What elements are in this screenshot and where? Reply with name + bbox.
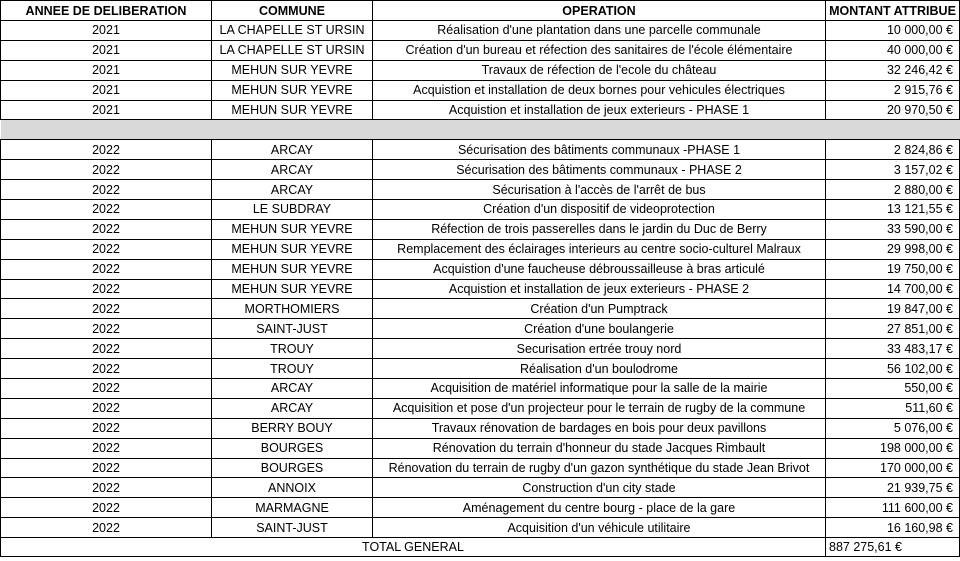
cell-commune: LE SUBDRAY <box>212 200 373 220</box>
cell-amount: 511,60 € <box>826 398 960 418</box>
cell-commune: ARCAY <box>212 379 373 399</box>
cell-commune: MARMAGNE <box>212 498 373 518</box>
table-row <box>1 438 960 458</box>
cell-year: 2022 <box>1 180 212 200</box>
table-row <box>1 140 960 160</box>
total-label: TOTAL GENERAL <box>1 538 826 557</box>
cell-amount: 56 102,00 € <box>826 359 960 379</box>
total-row <box>1 538 960 557</box>
cell-operation: Securisation ertrée trouy nord <box>373 339 826 359</box>
cell-commune: MEHUN SUR YEVRE <box>212 279 373 299</box>
cell-operation: Acquistion et installation de deux bornes pour vehicules électriques <box>373 80 826 100</box>
cell-year: 2022 <box>1 339 212 359</box>
cell-commune: ARCAY <box>212 398 373 418</box>
table-row <box>1 498 960 518</box>
table-row <box>1 40 960 60</box>
header-year: ANNEE DE DELIBERATION <box>1 1 212 21</box>
table-row <box>1 458 960 478</box>
cell-commune: BOURGES <box>212 458 373 478</box>
table-row <box>1 180 960 200</box>
cell-operation: Réalisation d'un boulodrome <box>373 359 826 379</box>
cell-commune: ARCAY <box>212 140 373 160</box>
separator <box>1 120 960 140</box>
table-row <box>1 279 960 299</box>
cell-amount: 5 076,00 € <box>826 418 960 438</box>
cell-commune: MEHUN SUR YEVRE <box>212 60 373 80</box>
cell-amount: 21 939,75 € <box>826 478 960 498</box>
total-amount: 887 275,61 € <box>826 538 960 557</box>
cell-commune: ARCAY <box>212 180 373 200</box>
table-row <box>1 60 960 80</box>
cell-year: 2022 <box>1 379 212 399</box>
cell-year: 2021 <box>1 60 212 80</box>
table-row <box>1 478 960 498</box>
separator-cell <box>826 120 960 140</box>
cell-commune: SAINT-JUST <box>212 319 373 339</box>
cell-operation: Création d'une boulangerie <box>373 319 826 339</box>
cell-commune: LA CHAPELLE ST URSIN <box>212 40 373 60</box>
rows-2021 <box>1 21 960 120</box>
cell-year: 2022 <box>1 319 212 339</box>
cell-operation: Acquistion d'une faucheuse débroussailleuse à bras articulé <box>373 259 826 279</box>
header-commune: COMMUNE <box>212 1 373 21</box>
table-row <box>1 299 960 319</box>
cell-amount: 33 590,00 € <box>826 219 960 239</box>
table-row <box>1 80 960 100</box>
table-row <box>1 200 960 220</box>
cell-year: 2022 <box>1 518 212 538</box>
table-row <box>1 259 960 279</box>
table-row <box>1 319 960 339</box>
cell-commune: ARCAY <box>212 160 373 180</box>
cell-amount: 2 880,00 € <box>826 180 960 200</box>
table-row <box>1 359 960 379</box>
cell-amount: 198 000,00 € <box>826 438 960 458</box>
cell-amount: 27 851,00 € <box>826 319 960 339</box>
cell-operation: Acquisition et pose d'un projecteur pour le terrain de rugby de la commune <box>373 398 826 418</box>
cell-operation: Rénovation du terrain d'honneur du stade Jacques Rimbault <box>373 438 826 458</box>
cell-operation: Travaux rénovation de bardages en bois pour deux pavillons <box>373 418 826 438</box>
cell-operation: Travaux de réfection de l'ecole du château <box>373 60 826 80</box>
cell-year: 2022 <box>1 438 212 458</box>
cell-amount: 29 998,00 € <box>826 239 960 259</box>
cell-year: 2022 <box>1 458 212 478</box>
cell-amount: 13 121,55 € <box>826 200 960 220</box>
cell-year: 2022 <box>1 478 212 498</box>
cell-year: 2022 <box>1 299 212 319</box>
table-row <box>1 518 960 538</box>
cell-amount: 10 000,00 € <box>826 21 960 41</box>
cell-commune: MEHUN SUR YEVRE <box>212 100 373 120</box>
cell-amount: 170 000,00 € <box>826 458 960 478</box>
cell-commune: MORTHOMIERS <box>212 299 373 319</box>
cell-year: 2021 <box>1 21 212 41</box>
cell-year: 2022 <box>1 279 212 299</box>
cell-amount: 2 915,76 € <box>826 80 960 100</box>
table-row <box>1 339 960 359</box>
cell-amount: 14 700,00 € <box>826 279 960 299</box>
cell-commune: TROUY <box>212 359 373 379</box>
header-row <box>1 1 960 21</box>
cell-year: 2021 <box>1 100 212 120</box>
table-row <box>1 219 960 239</box>
header-operation: OPERATION <box>373 1 826 21</box>
cell-operation: Création d'un Pumptrack <box>373 299 826 319</box>
table-row <box>1 398 960 418</box>
cell-amount: 40 000,00 € <box>826 40 960 60</box>
cell-year: 2022 <box>1 140 212 160</box>
cell-year: 2022 <box>1 359 212 379</box>
cell-year: 2021 <box>1 80 212 100</box>
cell-operation: Acquisition d'un véhicule utilitaire <box>373 518 826 538</box>
cell-operation: Sécurisation à l'accès de l'arrêt de bus <box>373 180 826 200</box>
table-row <box>1 379 960 399</box>
cell-amount: 19 750,00 € <box>826 259 960 279</box>
cell-year: 2022 <box>1 259 212 279</box>
cell-amount: 16 160,98 € <box>826 518 960 538</box>
cell-amount: 19 847,00 € <box>826 299 960 319</box>
cell-commune: ANNOIX <box>212 478 373 498</box>
cell-operation: Acquistion et installation de jeux exterieurs - PHASE 2 <box>373 279 826 299</box>
cell-amount: 550,00 € <box>826 379 960 399</box>
separator-row <box>1 120 960 140</box>
cell-commune: MEHUN SUR YEVRE <box>212 80 373 100</box>
cell-operation: Acquisition de matériel informatique pour la salle de la mairie <box>373 379 826 399</box>
cell-year: 2021 <box>1 40 212 60</box>
cell-year: 2022 <box>1 398 212 418</box>
cell-operation: Création d'un bureau et réfection des sanitaires de l'école élémentaire <box>373 40 826 60</box>
cell-commune: BERRY BOUY <box>212 418 373 438</box>
separator-cell <box>212 120 373 140</box>
cell-year: 2022 <box>1 498 212 518</box>
cell-operation: Remplacement des éclairages interieurs au centre socio-culturel Malraux <box>373 239 826 259</box>
cell-amount: 3 157,02 € <box>826 160 960 180</box>
cell-operation: Construction d'un city stade <box>373 478 826 498</box>
rows-2022 <box>1 140 960 538</box>
cell-amount: 33 483,17 € <box>826 339 960 359</box>
cell-operation: Sécurisation des bâtiments communaux -PHASE 1 <box>373 140 826 160</box>
separator-cell <box>373 120 826 140</box>
cell-year: 2022 <box>1 239 212 259</box>
table-row <box>1 21 960 41</box>
cell-amount: 2 824,86 € <box>826 140 960 160</box>
cell-commune: MEHUN SUR YEVRE <box>212 219 373 239</box>
cell-operation: Sécurisation des bâtiments communaux - PHASE 2 <box>373 160 826 180</box>
cell-commune: BOURGES <box>212 438 373 458</box>
separator-cell <box>1 120 212 140</box>
cell-commune: MEHUN SUR YEVRE <box>212 259 373 279</box>
cell-commune: MEHUN SUR YEVRE <box>212 239 373 259</box>
cell-operation: Acquistion et installation de jeux exterieurs - PHASE 1 <box>373 100 826 120</box>
cell-commune: TROUY <box>212 339 373 359</box>
cell-year: 2022 <box>1 200 212 220</box>
cell-amount: 111 600,00 € <box>826 498 960 518</box>
cell-amount: 20 970,50 € <box>826 100 960 120</box>
cell-operation: Réfection de trois passerelles dans le jardin du Duc de Berry <box>373 219 826 239</box>
cell-operation: Création d'un dispositif de videoprotection <box>373 200 826 220</box>
cell-operation: Réalisation d'une plantation dans une parcelle communale <box>373 21 826 41</box>
cell-year: 2022 <box>1 418 212 438</box>
table-row <box>1 418 960 438</box>
cell-operation: Rénovation du terrain de rugby d'un gazon synthétique du stade Jean Brivot <box>373 458 826 478</box>
table-row <box>1 160 960 180</box>
table-row <box>1 239 960 259</box>
table-row <box>1 100 960 120</box>
header-amount: MONTANT ATTRIBUE <box>826 1 960 21</box>
cell-commune: SAINT-JUST <box>212 518 373 538</box>
cell-amount: 32 246,42 € <box>826 60 960 80</box>
cell-operation: Aménagement du centre bourg - place de la gare <box>373 498 826 518</box>
cell-year: 2022 <box>1 219 212 239</box>
cell-commune: LA CHAPELLE ST URSIN <box>212 21 373 41</box>
cell-year: 2022 <box>1 160 212 180</box>
